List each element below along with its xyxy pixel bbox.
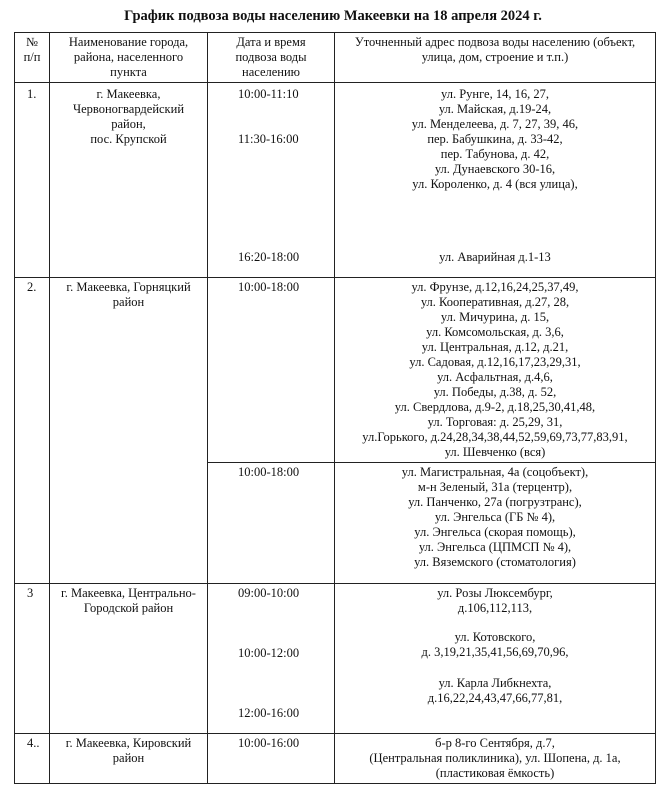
row-address: б-р 8-го Сентября, д.7, (Центральная поликлиника), ул. Шопена, д. 1а, (пластиковая ёмкость): [335, 734, 656, 784]
header-time: Дата и время подвоза воды населению: [208, 33, 335, 83]
table-row: [15, 83, 656, 278]
page-title: График подвоза воды населению Макеевки на 18 апреля 2024 г.: [124, 8, 542, 24]
row-number: 4..: [15, 734, 50, 784]
row-city: г. Макеевка, Червоногвардейский район, пос. Крупской: [50, 83, 208, 278]
water-schedule-table: [14, 32, 656, 784]
table-header-row: [15, 33, 656, 83]
row-time: 10:00-18:00: [208, 463, 335, 584]
row-city: г. Макеевка, Центрально- Городской район: [50, 584, 208, 734]
header-city: Наименование города, района, населенного пункта: [50, 33, 208, 83]
row-time: 10:00-16:00: [208, 734, 335, 784]
row-number: 1.: [15, 83, 50, 278]
table-row: [15, 584, 656, 734]
row-number: 3: [15, 584, 50, 734]
row-time: 10:00-18:00: [208, 278, 335, 463]
row-address: ул. Рунге, 14, 16, 27, ул. Майская, д.19-24, ул. Менделеева, д. 7, 27, 39, 46, пер. Бабушкина, д. 33-42, пер. Табунова, д. 42, ул. Дунаевского 30-16, ул. Короленко, д. 4 (вся улица), ул. Аварийная д.1-13: [335, 83, 656, 278]
row-address: ул. Фрунзе, д.12,16,24,25,37,49, ул. Кооперативная, д.27, 28, ул. Мичурина, д. 15, ул. Комсомольская, д. 3,6, ул. Центральная, д.12, д.21, ул. Садовая, д.12,16,17,23,29,31, ул. Асфальтная, д.4,6, ул. Победы, д.38, д. 52, ул. Свердлова, д.9-2, д.18,25,30,41,48, ул. Торговая: д. 25,29, 31, ул.Горького, д.24,28,34,38,44,52,59,69,73,77,83,91, ул. Шевченко (вся): [335, 278, 656, 463]
row-time: 09:00-10:00 10:00-12:00 12:00-16:00: [208, 584, 335, 734]
row-city: г. Макеевка, Кировский район: [50, 734, 208, 784]
row-number: 2.: [15, 278, 50, 584]
table-row: [15, 278, 656, 463]
row-time: 10:00-11:10 11:30-16:00 16:20-18:00: [208, 83, 335, 278]
row-address: ул. Магистральная, 4а (соцобъект), м-н Зеленый, 31а (терцентр), ул. Панченко, 27а (погрузтранс), ул. Энгельса (ГБ № 4), ул. Энгельса (скорая помощь), ул. Энгельса (ЦПМСП № 4), ул. Вяземского (стоматология): [335, 463, 656, 584]
table-row: [15, 734, 656, 784]
header-address: Уточненный адрес подвоза воды населению (объект, улица, дом, строение и т.п.): [335, 33, 656, 83]
row-address: ул. Розы Люксембург, д.106,112,113, ул. Котовского, д. 3,19,21,35,41,56,69,70,96, ул. Карла Либкнехта, д.16,22,24,43,47,66,77,81,: [335, 584, 656, 734]
header-num: № п/п: [15, 33, 50, 83]
row-city: г. Макеевка, Горняцкий район: [50, 278, 208, 584]
